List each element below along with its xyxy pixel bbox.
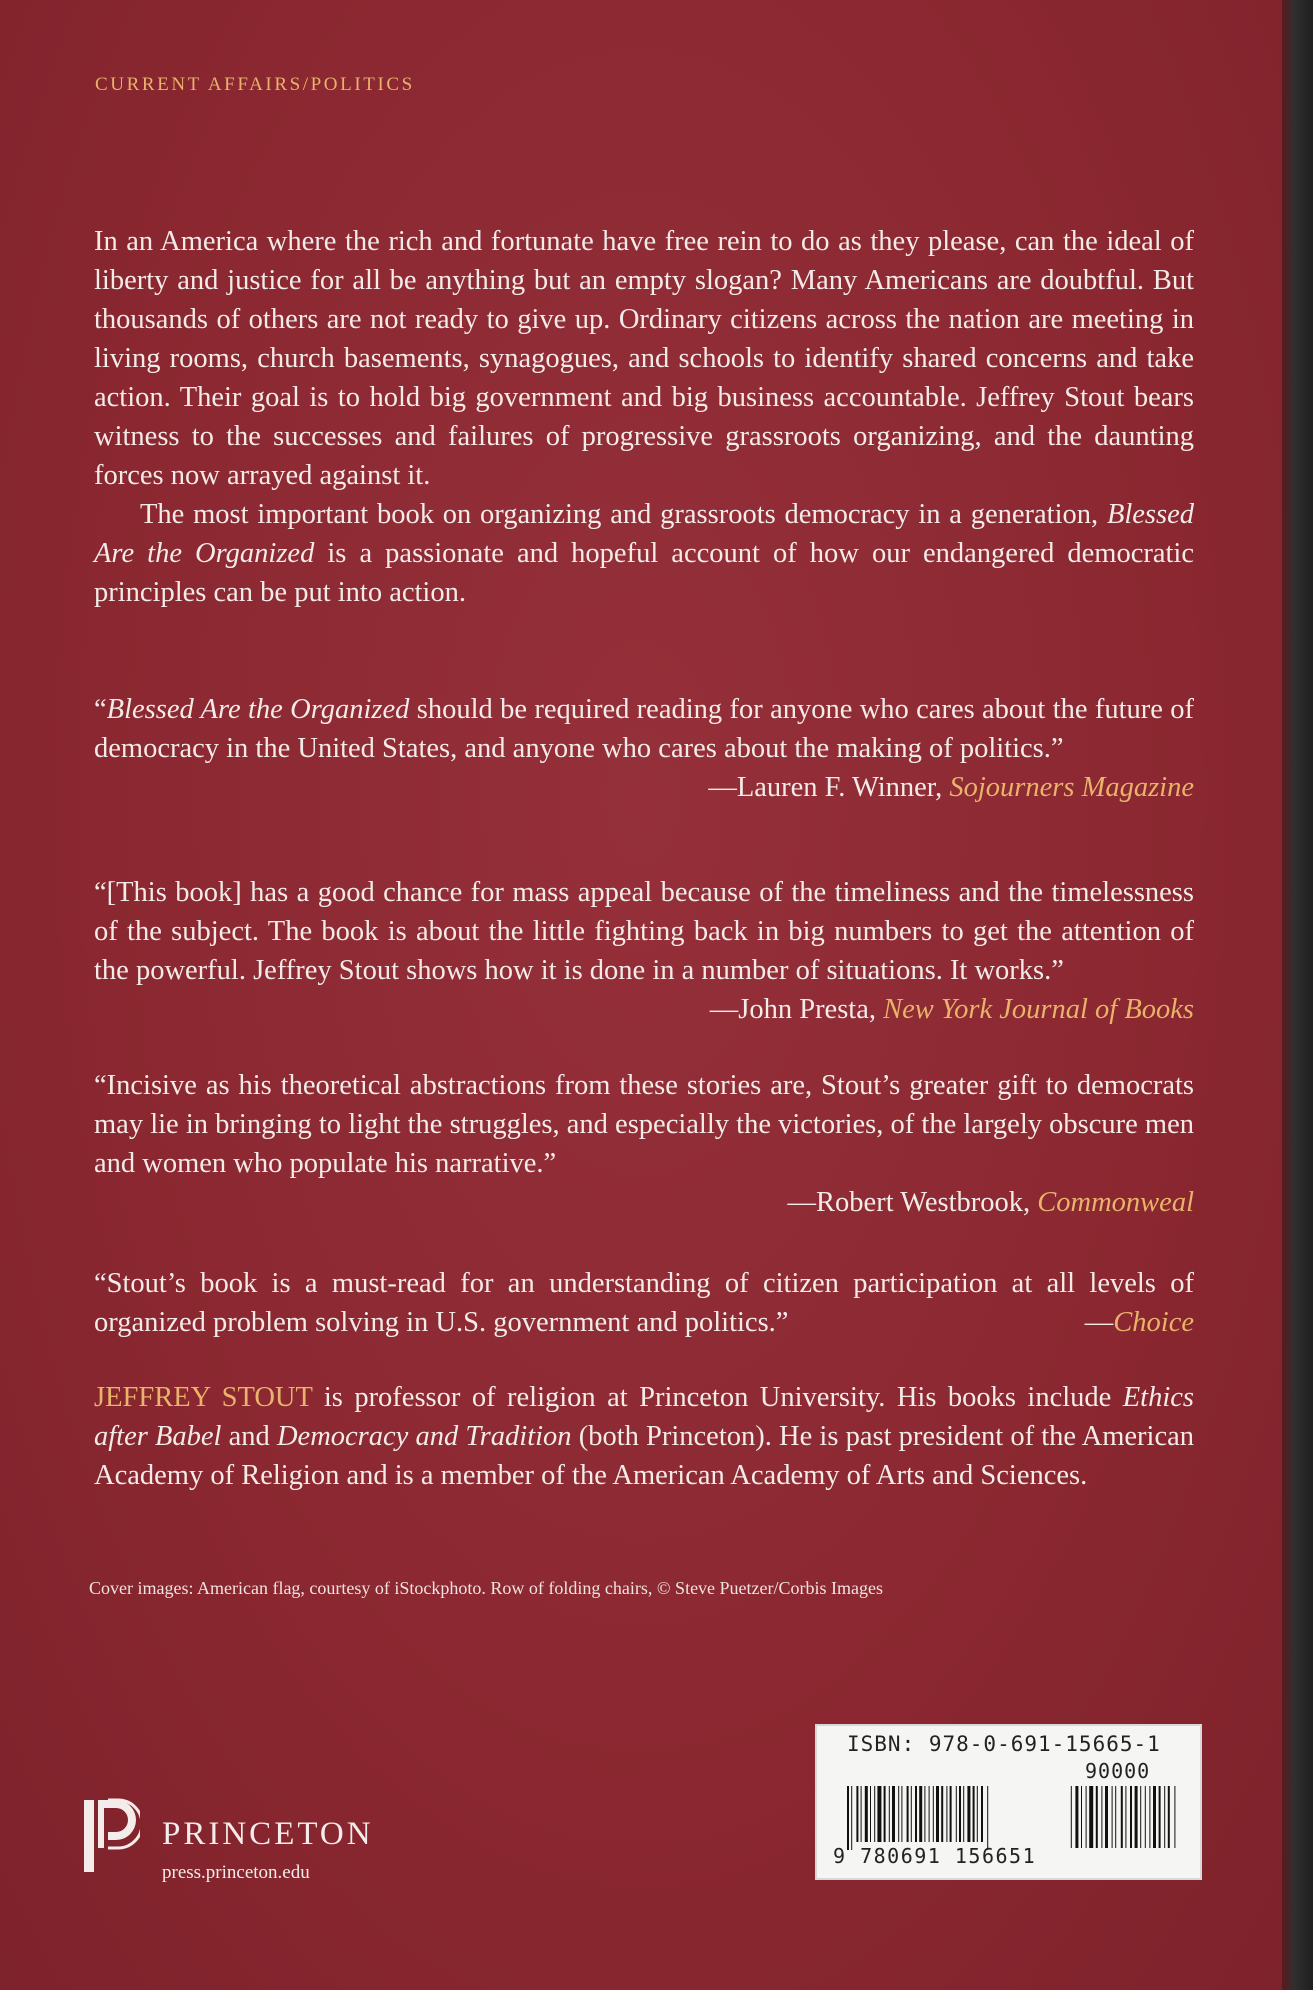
barcode-bar bbox=[967, 1786, 970, 1842]
barcode-bar bbox=[889, 1786, 890, 1842]
book-title: Blessed Are the Organized bbox=[94, 499, 1194, 569]
cover-credits: Cover images: American flag, courtesy of iStockphoto. Row of folding chairs, © Steve Puetzer/Corbis Images bbox=[89, 1578, 884, 1598]
barcode-bar bbox=[924, 1786, 925, 1842]
barcode-bar bbox=[973, 1786, 975, 1842]
addon-bar bbox=[1071, 1786, 1072, 1848]
addon-bar bbox=[1121, 1786, 1123, 1848]
publisher-name: PRINCETON bbox=[162, 1816, 374, 1852]
barcode-digits: 9 780691 156651 bbox=[833, 1844, 1037, 1868]
barcode-bar bbox=[901, 1786, 902, 1842]
blurb-source: New York Journal of Books bbox=[883, 994, 1194, 1025]
author-bio: JEFFREY STOUT is professor of religion at Princeton University. His books include Ethics after Babel and Democracy and Tradition (both Princeton). He is past president of the American Academy of Religion and is a member of the American Academy of Arts and Sciences. bbox=[94, 1382, 1195, 1491]
addon-bar bbox=[1135, 1786, 1138, 1848]
publisher-logo bbox=[82, 1796, 422, 1886]
barcode-bar bbox=[950, 1786, 952, 1842]
barcode-bar bbox=[898, 1786, 899, 1842]
addon-bar bbox=[1096, 1786, 1098, 1848]
barcode-bar bbox=[865, 1786, 868, 1842]
addon-bar bbox=[1149, 1786, 1150, 1848]
blurb-presta: “[This book] has a good chance for mass appeal because of the timeliness and the timelessness of the subject. The book is about the little fighting back in big numbers to get the attention of the powerful. Jeffrey Stout shows how it is done in a number of situations. It works.” —John Presta, New York Journal of Books bbox=[94, 873, 1194, 1029]
blurb-attribution: —John Presta, New York Journal of Books bbox=[709, 994, 1194, 1025]
barcode-bar bbox=[981, 1786, 983, 1842]
blurb-source: Choice bbox=[1113, 1307, 1194, 1338]
blurb-attribution: —Choice bbox=[1084, 1307, 1194, 1338]
barcode-bar bbox=[856, 1786, 858, 1842]
barcode-bar bbox=[847, 1786, 849, 1850]
barcode-bar bbox=[946, 1786, 947, 1842]
book-title: Blessed Are the Organized bbox=[106, 694, 410, 725]
barcode-bar bbox=[977, 1786, 978, 1842]
barcode-bar bbox=[851, 1786, 852, 1850]
barcode-bar bbox=[911, 1786, 912, 1842]
barcode-bar bbox=[963, 1786, 964, 1842]
barcode-bar bbox=[956, 1786, 957, 1842]
barcode-bar bbox=[987, 1786, 988, 1850]
book-title: Democracy and Tradition bbox=[276, 1421, 572, 1452]
book-edge bbox=[1282, 0, 1313, 1990]
barcode-bar bbox=[915, 1786, 917, 1842]
isbn-label: ISBN: 978-0-691-15665-1 bbox=[847, 1732, 1161, 1756]
description-paragraph-1: In an America where the rich and fortunate have free rein to do as they please, can the ideal of liberty and justice for all be anything but an empty slogan? Many Americans are doubtful. But thousands of others are not ready to give up. Ordinary citizens across the nation are meeting in living rooms, church basements, synagogues, and schools to identify shared concerns and take action. Their goal is to hold big government and big business accountable. Jeffrey Stout bears witness to the successes and failures of progressive grassroots organizing, and the daunting forces now arrayed against it. bbox=[94, 226, 1194, 491]
barcode-bar bbox=[936, 1786, 939, 1842]
barcode-bar bbox=[959, 1786, 961, 1842]
addon-bar bbox=[1140, 1786, 1141, 1848]
addon-bar bbox=[1145, 1786, 1146, 1848]
addon-bar bbox=[1105, 1786, 1108, 1848]
addon-bar bbox=[1089, 1786, 1093, 1848]
blurb-attribution: —Lauren F. Winner, Sojourners Magazine bbox=[708, 772, 1194, 803]
publisher-url: press.princeton.edu bbox=[162, 1862, 310, 1883]
author-name: JEFFREY STOUT bbox=[94, 1382, 313, 1413]
addon-bar bbox=[1075, 1786, 1078, 1848]
addon-bar bbox=[1101, 1786, 1102, 1848]
category-label: CURRENT AFFAIRS/POLITICS bbox=[95, 74, 415, 95]
blurb-choice: “Stout’s book is a must-read for an understanding of citizen participation at all levels of organized problem solving in U.S. government and politics.” —Choice bbox=[94, 1264, 1194, 1342]
addon-bar bbox=[1086, 1786, 1087, 1848]
princeton-p-icon bbox=[82, 1796, 140, 1874]
barcode-bar bbox=[919, 1786, 922, 1842]
barcode-bar bbox=[874, 1786, 875, 1842]
addon-bar bbox=[1112, 1786, 1113, 1848]
blurb-westbrook: “Incisive as his theoretical abstractions from these stories are, Stout’s greater gift to democrats may lie in bringing to light the struggles, and especially the victories, of the largely obscure men and women who populate his narrative.” —Robert Westbrook, Commonweal bbox=[94, 1066, 1194, 1222]
description-paragraph-2: The most important book on organizing and grassroots democracy in a generation, Blessed Are the Organized is a passionate and hopeful account of how our endangered democratic principles can be put into action. bbox=[94, 499, 1195, 608]
barcode-bar bbox=[929, 1786, 930, 1842]
barcode-bar bbox=[941, 1786, 943, 1842]
addon-bar bbox=[1115, 1786, 1116, 1848]
barcode-bar bbox=[884, 1786, 886, 1842]
addon-bar bbox=[1125, 1786, 1126, 1848]
addon-bar bbox=[1168, 1786, 1170, 1848]
barcode-bar bbox=[870, 1786, 871, 1842]
addon-bar bbox=[1174, 1786, 1175, 1848]
barcode-bar bbox=[892, 1786, 895, 1842]
book-description bbox=[94, 222, 1194, 612]
isbn-barcode bbox=[815, 1724, 1202, 1880]
addon-bar bbox=[1159, 1786, 1161, 1848]
addon-bar bbox=[1081, 1786, 1082, 1848]
barcode-bar bbox=[933, 1786, 934, 1842]
barcode-bar bbox=[907, 1786, 909, 1842]
blurb-attribution: —Robert Westbrook, Commonweal bbox=[787, 1187, 1194, 1218]
addon-bar bbox=[1153, 1786, 1156, 1848]
barcode-bar bbox=[877, 1786, 881, 1842]
addon-bar bbox=[1164, 1786, 1165, 1848]
book-title: Ethics after Babel bbox=[94, 1382, 1195, 1452]
blurb-source: Commonweal bbox=[1037, 1187, 1194, 1218]
blurb-source: Sojourners Magazine bbox=[949, 772, 1194, 803]
price-addon: 90000 bbox=[1085, 1759, 1151, 1783]
blurb-winner: “Blessed Are the Organized should be required reading for anyone who cares about the future of democracy in the United States, and anyone who cares about the making of politics.” —Lauren F. Winner, Sojourners Magazine bbox=[94, 690, 1194, 807]
barcode-bar bbox=[861, 1786, 862, 1842]
addon-bar bbox=[1130, 1786, 1132, 1848]
